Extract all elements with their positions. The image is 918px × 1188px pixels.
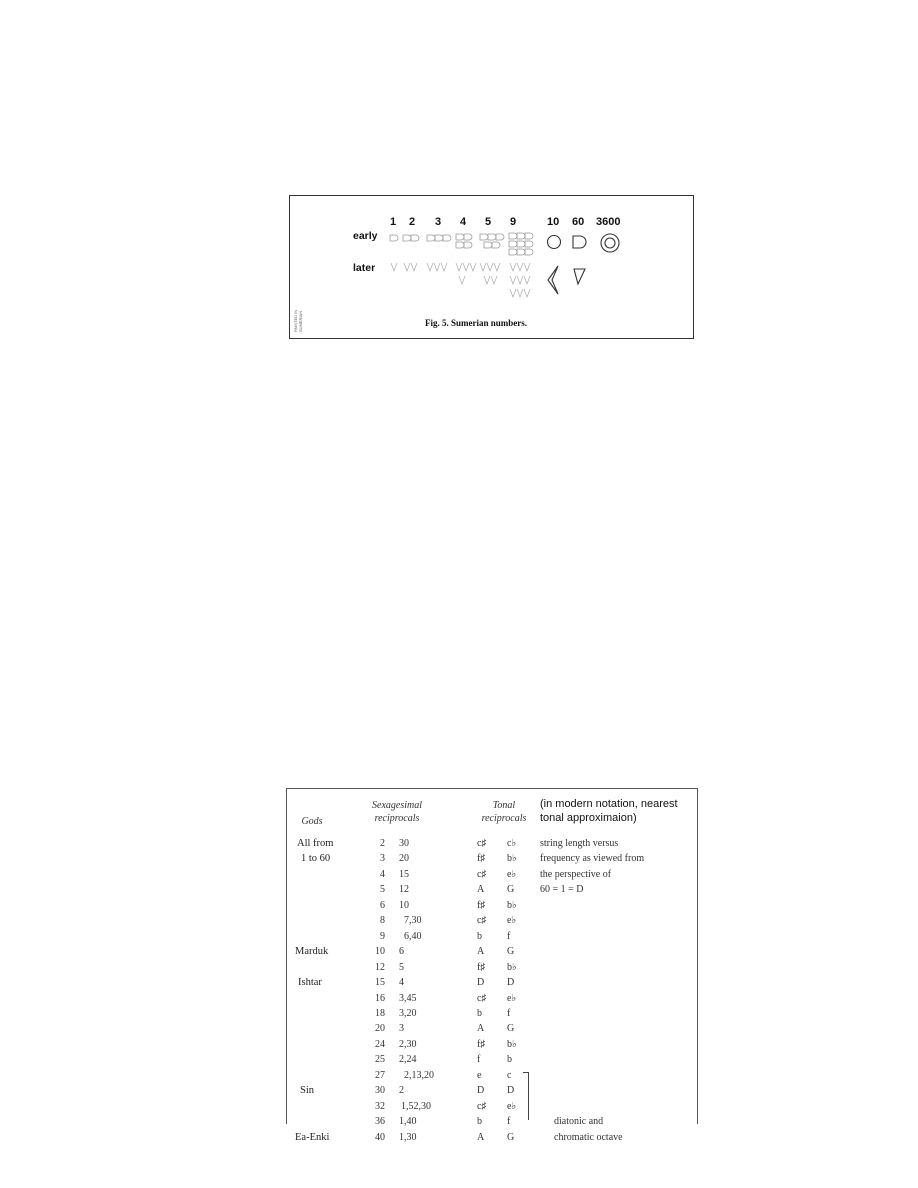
tonal-reciprocal-note: c♭ (507, 838, 517, 849)
tonal-note: D (477, 977, 485, 989)
sexagesimal-reciprocal: 1,52,30 (401, 1100, 431, 1112)
sexagesimal-number: 9 (380, 930, 385, 942)
sexagesimal-number: 24 (375, 1038, 385, 1050)
header-gods: Gods (301, 816, 323, 827)
sexagesimal-reciprocal: 7,30 (404, 915, 422, 927)
sexagesimal-reciprocal: 20 (399, 853, 409, 865)
sexagesimal-number: 16 (375, 992, 385, 1004)
note-text: 60 = 1 = D (540, 884, 584, 896)
sexagesimal-reciprocal: 3,20 (399, 1007, 417, 1019)
sexagesimal-number: 40 (375, 1131, 385, 1143)
god-name: All from (297, 838, 334, 849)
tonal-reciprocal-note: f (507, 1007, 511, 1019)
number-header-1: 1 (390, 216, 397, 228)
sexagesimal-number: 30 (375, 1085, 385, 1097)
sexagesimal-number: 5 (380, 884, 385, 896)
sexagesimal-reciprocal: 2,30 (399, 1038, 417, 1050)
tonal-reciprocal-note: b (507, 1054, 512, 1066)
number-header-4: 4 (460, 216, 467, 228)
reciprocals-table (286, 788, 698, 1143)
sexagesimal-reciprocal: 5 (399, 961, 404, 973)
header-sexagesimal-line1: Sexagesimal (372, 800, 422, 811)
tonal-note: D (477, 1085, 485, 1097)
octave-bracket (523, 1072, 529, 1120)
number-header-60: 60 (572, 216, 585, 228)
sexagesimal-number: 27 (375, 1069, 385, 1081)
tonal-reciprocal-note: e♭ (507, 1100, 517, 1112)
tonal-note: c♯ (477, 1100, 487, 1112)
sexagesimal-reciprocal: 10 (399, 899, 409, 911)
later-large-marks (548, 266, 585, 294)
header-tonal-line2: reciprocals (481, 813, 527, 824)
god-name: 1 to 60 (301, 853, 331, 865)
tonal-reciprocal-note: e♭ (507, 915, 517, 927)
note-text: the perspective of (540, 868, 612, 880)
number-header-9: 9 (510, 216, 517, 228)
tonal-note: A (477, 1131, 485, 1143)
tonal-reciprocal-note: b♭ (507, 853, 517, 865)
tonal-reciprocal-note: b♭ (507, 1038, 517, 1050)
sexagesimal-number: 2 (380, 838, 385, 849)
tonal-note: f♯ (477, 961, 486, 973)
tonal-reciprocal-note: c (507, 1069, 512, 1081)
number-header-10: 10 (547, 216, 560, 228)
tonal-reciprocal-note: e♭ (507, 992, 517, 1004)
tonal-note: b (477, 1007, 482, 1019)
sexagesimal-number: 10 (375, 946, 385, 958)
tonal-note: b (477, 930, 482, 942)
tonal-reciprocal-note: G (507, 946, 515, 958)
sexagesimal-number: 36 (375, 1116, 385, 1128)
tonal-reciprocal-note: D (507, 1085, 515, 1097)
tonal-note: c♯ (477, 992, 487, 1004)
sexagesimal-number: 25 (375, 1054, 385, 1066)
tonal-reciprocal-note: e♭ (507, 868, 517, 880)
tonal-reciprocal-note: D (507, 977, 515, 989)
sexagesimal-number: 32 (375, 1100, 385, 1112)
sexagesimal-number: 6 (380, 899, 385, 911)
sexagesimal-number: 15 (375, 977, 385, 989)
god-name: Ea-Enki (295, 1131, 330, 1143)
sexagesimal-reciprocal: 15 (399, 868, 409, 880)
sexagesimal-reciprocal: 1,30 (399, 1131, 417, 1143)
sexagesimal-reciprocal: 3 (399, 1023, 404, 1035)
tonal-reciprocal-note: G (507, 1131, 515, 1143)
tonal-note: f (477, 1054, 481, 1066)
tonal-note: b (477, 1116, 482, 1128)
sexagesimal-reciprocal: 12 (399, 884, 409, 896)
row-label-later: later (353, 262, 376, 274)
tonal-note: f♯ (477, 1038, 486, 1050)
sexagesimal-number: 18 (375, 1007, 385, 1019)
sexagesimal-reciprocal: 6 (399, 946, 404, 958)
sexagesimal-number: 8 (380, 915, 385, 927)
sexagesimal-number: 3 (380, 853, 385, 865)
tonal-note: f♯ (477, 853, 486, 865)
sexagesimal-reciprocal: 2,24 (399, 1054, 417, 1066)
sexagesimal-reciprocal: 30 (399, 838, 409, 849)
tonal-note: A (477, 884, 485, 896)
god-name: Marduk (295, 946, 329, 958)
sexagesimal-reciprocal: 2 (399, 1085, 404, 1097)
tonal-note: c♯ (477, 915, 487, 927)
early-numeral-marks (390, 233, 533, 255)
figure-caption: Fig. 5. Sumerian numbers. (425, 318, 528, 328)
tonal-reciprocal-note: b♭ (507, 899, 517, 911)
sexagesimal-reciprocal: 1,40 (399, 1116, 417, 1128)
sexagesimal-number: 4 (380, 868, 385, 880)
tonal-note: A (477, 946, 485, 958)
header-note-line2: tonal approximaion) (540, 812, 637, 824)
note-text: frequency as viewed from (540, 853, 645, 865)
number-header-2: 2 (409, 216, 416, 228)
tonal-reciprocal-note: f (507, 930, 511, 942)
note-text: chromatic octave (554, 1131, 623, 1143)
tonal-note: A (477, 1023, 485, 1035)
number-header-5: 5 (485, 216, 492, 228)
tonal-note: c♯ (477, 868, 487, 880)
note-text: string length versus (540, 838, 619, 849)
number-header-3: 3 (435, 216, 442, 228)
tonal-reciprocal-note: b♭ (507, 961, 517, 973)
note-text: diatonic and (554, 1116, 604, 1128)
god-name: Sin (300, 1085, 315, 1097)
tonal-reciprocal-note: f (507, 1116, 511, 1128)
early-large-marks (548, 234, 620, 252)
header-sexagesimal-line2: reciprocals (374, 813, 420, 824)
row-label-early: early (353, 230, 378, 242)
tonal-note: f♯ (477, 899, 486, 911)
god-name: Ishtar (298, 977, 322, 989)
number-header-3600: 3600 (596, 216, 621, 228)
figure-side-credit: PAINTED IN SUMERIAN (293, 309, 303, 332)
tonal-reciprocal-note: G (507, 884, 515, 896)
header-tonal-line1: Tonal (492, 800, 516, 811)
tonal-note: e (477, 1069, 482, 1081)
sexagesimal-reciprocal: 3,45 (399, 992, 417, 1004)
sexagesimal-reciprocal: 2,13,20 (404, 1069, 434, 1081)
header-note-line1: (in modern notation, nearest (540, 798, 678, 810)
sumerian-numbers-figure (289, 195, 694, 339)
sexagesimal-reciprocal: 4 (399, 977, 404, 989)
sexagesimal-number: 20 (375, 1023, 385, 1035)
tonal-note: c♯ (477, 838, 487, 849)
sexagesimal-number: 12 (375, 961, 385, 973)
later-numeral-marks (391, 263, 530, 297)
sexagesimal-reciprocal: 6,40 (404, 930, 422, 942)
tonal-reciprocal-note: G (507, 1023, 515, 1035)
